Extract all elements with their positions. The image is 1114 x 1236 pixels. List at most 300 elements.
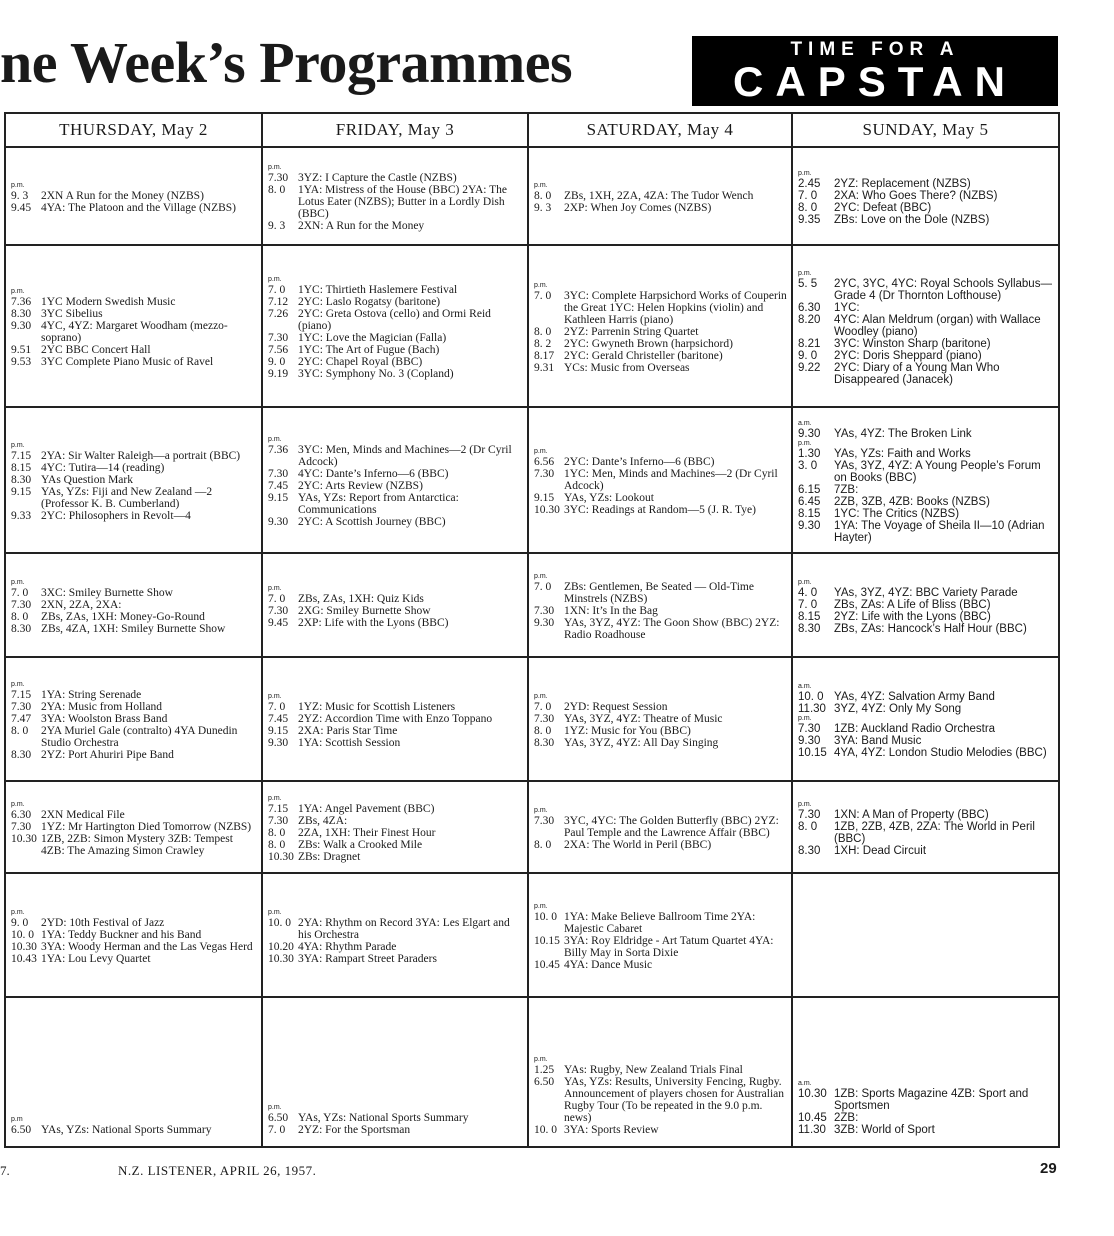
programme-entry xyxy=(11,929,257,941)
entry-text: 3YA: Woolston Brass Band xyxy=(41,713,168,725)
entry-time: 6.30 xyxy=(11,809,32,821)
programme-entry xyxy=(11,725,257,749)
programme-entry xyxy=(534,202,787,214)
programme-entry xyxy=(268,1124,523,1136)
entry-time: 8.20 xyxy=(798,314,821,326)
entry-text: 4YA: Rhythm Parade xyxy=(298,941,397,953)
day-cell xyxy=(529,246,793,406)
day-header-row xyxy=(6,114,1060,148)
programme-entry xyxy=(268,492,523,516)
entry-text: 1XH: Dead Circuit xyxy=(834,845,927,857)
programme-entry xyxy=(798,821,1054,845)
entry-text: YCs: Music from Overseas xyxy=(564,362,690,374)
period-marker: p.m. xyxy=(534,573,548,580)
programme-entry xyxy=(534,701,787,713)
period-marker: p.m. xyxy=(534,807,548,814)
entry-time: 7. 0 xyxy=(534,701,552,713)
programme-entry xyxy=(268,737,523,749)
programme-row xyxy=(6,148,1060,246)
programme-entry xyxy=(11,344,257,356)
entry-text: YAs, YZs: Lookout xyxy=(564,492,654,504)
entry-time: 8.30 xyxy=(11,749,32,761)
programme-entry xyxy=(798,1112,1054,1124)
programme-entry xyxy=(268,803,523,815)
entry-time: 9.30 xyxy=(798,735,821,747)
day-cell xyxy=(6,658,263,780)
programme-entry xyxy=(268,468,523,480)
entry-text: YAs, 3YZ, 4YZ: A Young People’s Forum on Books (BBC) xyxy=(834,460,1041,484)
programme-entry xyxy=(268,184,523,220)
day-header: SUNDAY, May 5 xyxy=(793,114,1060,146)
day-cell xyxy=(529,658,793,780)
entry-text: 1YC: Love the Magician (Falla) xyxy=(298,332,447,344)
period-marker: p.m. xyxy=(534,693,548,700)
entry-text: ZBs, 1XH, 2ZA, 4ZA: The Tudor Wench xyxy=(564,190,754,202)
entry-time: 11.30 xyxy=(798,1124,826,1136)
day-cell xyxy=(263,246,529,406)
entry-text: 2XA: The World in Peril (BBC) xyxy=(564,839,712,851)
programme-entry xyxy=(268,368,523,380)
programme-entry xyxy=(268,941,523,953)
entry-time: 9.30 xyxy=(11,320,32,332)
programme-entry xyxy=(11,623,257,635)
entry-time: 7.47 xyxy=(11,713,32,725)
entry-text: 1YA: Mistress of the House (BBC) 2YA: The Lotus Eater (NZBS); Butter in a Lordly Dish (BBC) xyxy=(298,184,508,220)
entry-text: 2ZB: xyxy=(834,1112,859,1124)
entry-text: 1YC: Thirtieth Haslemere Festival xyxy=(298,284,458,296)
entry-text: 3YC: Complete Harpsichord Works of Couperin the Great 1YC: Helen Hopkins (violin) and Kathleen Harris (piano) xyxy=(564,290,787,326)
entry-text: 2YC: Dante’s Inferno—6 (BBC) xyxy=(564,456,715,468)
entry-text: 3YC: Symphony No. 3 (Copland) xyxy=(298,368,454,380)
entry-text: 2XN, 2ZA, 2XA: xyxy=(41,599,122,611)
entry-text: 2YC: Gerald Christeller (baritone) xyxy=(564,350,723,362)
period-marker: p.m. xyxy=(268,693,282,700)
programme-entry xyxy=(268,480,523,492)
entry-time: 7.30 xyxy=(534,713,555,725)
entry-time: 10.30 xyxy=(268,851,294,863)
entry-text: 3YA: Woody Herman and the Las Vegas Herd xyxy=(41,941,253,953)
programme-entry xyxy=(798,496,1054,508)
programme-entry xyxy=(11,320,257,344)
capstan-advert xyxy=(692,36,1058,106)
programme-entry xyxy=(798,202,1054,214)
entry-time: 9.31 xyxy=(534,362,555,374)
entry-text: ZBs: Gentlemen, Be Seated — Old-Time Minstrels (NZBS) xyxy=(564,581,754,605)
day-cell xyxy=(529,148,793,244)
period-marker: p.m. xyxy=(798,715,812,722)
period-marker: p.m. xyxy=(534,182,548,189)
programme-entry xyxy=(534,725,787,737)
day-cell xyxy=(263,782,529,872)
entry-time: 9.15 xyxy=(534,492,555,504)
entry-text: 1XN: A Man of Property (BBC) xyxy=(834,809,989,821)
entry-text: 2YZ: For the Sportsman xyxy=(298,1124,411,1136)
programme-entry xyxy=(798,1088,1054,1112)
entry-text: 2XN A Run for the Money (NZBS) xyxy=(41,190,204,202)
footer-issue: N.Z. LISTENER, APRIL 26, 1957. xyxy=(118,1163,317,1178)
programme-entry xyxy=(798,338,1054,350)
day-cell xyxy=(6,408,263,552)
entry-text: ZBs: Dragnet xyxy=(298,851,361,863)
programme-entry xyxy=(11,941,257,953)
period-marker: p.m. xyxy=(798,170,812,177)
period-marker: a.m. xyxy=(798,683,812,690)
programme-entry xyxy=(268,356,523,368)
entry-time: 10.45 xyxy=(534,959,560,971)
programme-entry xyxy=(534,504,787,516)
programme-entry xyxy=(11,190,257,202)
entry-time: 8.30 xyxy=(798,845,821,857)
entry-text: ZBs, ZAs, 1XH: Quiz Kids xyxy=(298,593,424,605)
programme-entry xyxy=(268,953,523,965)
day-cell xyxy=(529,408,793,552)
entry-text: YAs, YZs: National Sports Summary xyxy=(41,1124,212,1136)
programme-entry xyxy=(798,587,1054,599)
entry-time: 10. 0 xyxy=(798,691,824,703)
entry-time: 7.30 xyxy=(11,821,32,833)
programme-entry xyxy=(534,605,787,617)
entry-time: 8.30 xyxy=(534,737,555,749)
day-cell xyxy=(6,998,263,1146)
entry-time: 7.15 xyxy=(11,450,32,462)
entry-text: 2YC: Defeat (BBC) xyxy=(834,202,932,214)
entry-text: 2ZA, 1XH: Their Finest Hour xyxy=(298,827,436,839)
entry-text: YAs, YZs: Fiji and New Zealand —2 (Professor K. B. Cumberland) xyxy=(41,486,213,510)
entry-text: ZBs, 4ZA: xyxy=(298,815,348,827)
entry-time: 8. 0 xyxy=(534,725,552,737)
entry-text: YAs, YZs: Report from Antarctica: Communications xyxy=(298,492,459,516)
entry-time: 7.30 xyxy=(534,468,555,480)
entry-text: 4YA: Dance Music xyxy=(564,959,653,971)
entry-time: 9.15 xyxy=(268,492,289,504)
entry-text: 1YC: Men, Minds and Machines—2 (Dr Cyril Adcock) xyxy=(564,468,778,492)
entry-text: 1YC Modern Swedish Music xyxy=(41,296,176,308)
programme-entry xyxy=(11,749,257,761)
programme-entry xyxy=(268,713,523,725)
page-number: 29 xyxy=(1040,1160,1057,1177)
entry-time: 9. 3 xyxy=(11,190,29,202)
entry-text: YAs, YZs: Results, University Fencing, Rugby. Announcement of players chosen for Australian Rugby Tour (To be repeated in the 9.0 p.m. news) xyxy=(564,1076,785,1124)
entry-time: 6.30 xyxy=(798,302,821,314)
programme-entry xyxy=(534,456,787,468)
entry-text: 1XN: It’s In the Bag xyxy=(564,605,658,617)
programme-entry xyxy=(798,484,1054,496)
programme-entry xyxy=(11,450,257,462)
entry-text: 4YA, 4YZ: London Studio Melodies (BBC) xyxy=(834,747,1047,759)
period-marker: p.m. xyxy=(268,436,282,443)
programme-entry xyxy=(11,833,257,857)
programme-entry xyxy=(268,344,523,356)
programme-entry xyxy=(11,202,257,214)
programme-entry xyxy=(798,611,1054,623)
day-header: FRIDAY, May 3 xyxy=(263,114,529,146)
entry-text: YAs, 3YZ, 4YZ: BBC Variety Parade xyxy=(834,587,1018,599)
entry-time: 6.50 xyxy=(534,1076,555,1088)
day-cell xyxy=(793,874,1060,996)
entry-text: 2YC: A Scottish Journey (BBC) xyxy=(298,516,446,528)
entry-time: 1.30 xyxy=(798,448,821,460)
entry-text: 2YD: Request Session xyxy=(564,701,668,713)
entry-time: 8. 0 xyxy=(11,725,29,737)
entry-time: 7.30 xyxy=(268,468,289,480)
programme-entry xyxy=(534,581,787,605)
entry-text: 1ZB, 2ZB, 4ZB, 2ZA: The World in Peril (BBC) xyxy=(834,821,1035,845)
entry-time: 8.30 xyxy=(798,623,821,635)
programme-entry xyxy=(534,737,787,749)
period-marker: p.m. xyxy=(798,579,812,586)
programme-entry xyxy=(11,486,257,510)
programme-entry xyxy=(268,725,523,737)
entry-time: 9.30 xyxy=(798,520,821,532)
period-marker: p.m. xyxy=(534,903,548,910)
period-marker: p.m. xyxy=(798,270,812,277)
entry-time: 8.15 xyxy=(798,508,821,520)
programme-row xyxy=(6,782,1060,874)
entry-time: 9.30 xyxy=(798,428,821,440)
day-cell xyxy=(793,782,1060,872)
entry-time: 10.20 xyxy=(268,941,294,953)
programme-entry xyxy=(798,703,1054,715)
entry-text: 4YC, 4YZ: Margaret Woodham (mezzo-soprano) xyxy=(41,320,228,344)
programme-entry xyxy=(534,815,787,839)
entry-text: 3YC: Winston Sharp (baritone) xyxy=(834,338,991,350)
programme-entry xyxy=(11,611,257,623)
entry-time: 8.30 xyxy=(11,474,32,486)
programme-entry xyxy=(798,178,1054,190)
entry-text: YAs, 4YZ: Salvation Army Band xyxy=(834,691,995,703)
entry-time: 8.21 xyxy=(798,338,821,350)
entry-text: 3YC Sibelius xyxy=(41,308,103,320)
entry-time: 8.15 xyxy=(11,462,32,474)
entry-time: 7.30 xyxy=(268,332,289,344)
programme-entry xyxy=(534,839,787,851)
programme-entry xyxy=(534,350,787,362)
entry-time: 9.30 xyxy=(534,617,555,629)
programme-entry xyxy=(798,448,1054,460)
entry-time: 8. 0 xyxy=(534,190,552,202)
entry-time: 10.30 xyxy=(11,833,37,845)
programme-entry xyxy=(268,617,523,629)
entry-time: 9. 0 xyxy=(11,917,29,929)
programme-entry xyxy=(11,308,257,320)
programme-entry xyxy=(534,911,787,935)
period-marker: p.m. xyxy=(534,1056,548,1063)
day-cell xyxy=(793,998,1060,1146)
entry-time: 7.15 xyxy=(268,803,289,815)
programme-entry xyxy=(798,747,1054,759)
entry-time: 7. 0 xyxy=(268,593,286,605)
entry-text: 3YC: Readings at Random—5 (J. R. Tye) xyxy=(564,504,756,516)
entry-time: 4. 0 xyxy=(798,587,818,599)
entry-time: 7.12 xyxy=(268,296,289,308)
entry-time: 10.30 xyxy=(798,1088,827,1100)
programme-entry xyxy=(268,917,523,941)
entry-text: 3YC Complete Piano Music of Ravel xyxy=(41,356,214,368)
entry-time: 9. 0 xyxy=(268,356,286,368)
programme-entry xyxy=(534,468,787,492)
entry-text: 2XP: When Joy Comes (NZBS) xyxy=(564,202,712,214)
entry-text: 3YZ: I Capture the Castle (NZBS) xyxy=(298,172,457,184)
entry-time: 9.35 xyxy=(798,214,821,226)
entry-time: 10.30 xyxy=(11,941,37,953)
entry-time: 2.45 xyxy=(798,178,821,190)
period-marker: a.m. xyxy=(798,1080,812,1087)
programme-entry xyxy=(534,492,787,504)
programme-entry xyxy=(798,508,1054,520)
programme-entry xyxy=(268,308,523,332)
entry-time: 6.56 xyxy=(534,456,555,468)
entry-time: 10. 0 xyxy=(534,911,557,923)
day-cell xyxy=(793,658,1060,780)
entry-time: 7. 0 xyxy=(534,581,552,593)
programme-entry xyxy=(798,302,1054,314)
programme-entry xyxy=(268,605,523,617)
day-cell xyxy=(793,246,1060,406)
entry-text: 4YC: Dante’s Inferno—6 (BBC) xyxy=(298,468,449,480)
programme-entry xyxy=(534,959,787,971)
entry-time: 7. 0 xyxy=(11,587,29,599)
programme-entry xyxy=(268,220,523,232)
programme-entry xyxy=(11,462,257,474)
entry-time: 8. 0 xyxy=(798,202,818,214)
day-cell xyxy=(793,554,1060,656)
entry-text: 4YC: Tutira—14 (reading) xyxy=(41,462,165,474)
entry-text: 2XN: A Run for the Money xyxy=(298,220,425,232)
period-marker: p.m. xyxy=(11,909,25,916)
period-marker: p.m. xyxy=(11,182,25,189)
entry-text: ZBs: Love on the Dole (NZBS) xyxy=(834,214,990,226)
programme-entry xyxy=(268,839,523,851)
programme-entry xyxy=(798,214,1054,226)
programme-entry xyxy=(268,444,523,468)
programme-entry xyxy=(11,809,257,821)
entry-time: 7. 0 xyxy=(268,701,286,713)
entry-text: 2YZ: Accordion Time with Enzo Toppano xyxy=(298,713,493,725)
day-cell xyxy=(529,554,793,656)
programme-entry xyxy=(11,296,257,308)
programme-entry xyxy=(11,510,257,522)
advert-line-2: CAPSTAN xyxy=(733,58,1017,105)
programme-entry xyxy=(798,599,1054,611)
entry-text: 2XA: Who Goes There? (NZBS) xyxy=(834,190,998,202)
entry-text: 3YA: Rampart Street Paraders xyxy=(298,953,437,965)
programme-entry xyxy=(798,623,1054,635)
entry-time: 10. 0 xyxy=(534,1124,557,1136)
programme-entry xyxy=(11,474,257,486)
advert-line-1: TIME FOR A xyxy=(790,39,960,60)
entry-text: 2YC: Laslo Rogatsy (baritone) xyxy=(298,296,441,308)
programme-entry xyxy=(11,689,257,701)
programme-entry xyxy=(534,362,787,374)
entry-time: 10.15 xyxy=(798,747,827,759)
entry-text: 1YZ: Mr Hartington Died Tomorrow (NZBS) xyxy=(41,821,252,833)
entry-text: 2YA Muriel Gale (contralto) 4YA Dunedin Studio Orchestra xyxy=(41,725,238,749)
day-cell xyxy=(263,554,529,656)
entry-text: 1ZB: Auckland Radio Orchestra xyxy=(834,723,996,735)
period-marker: p.m. xyxy=(11,442,25,449)
entry-text: 1YA: String Serenade xyxy=(41,689,142,701)
entry-time: 9. 0 xyxy=(798,350,818,362)
entry-text: YAs, YZs: Faith and Works xyxy=(834,448,971,460)
entry-time: 7.36 xyxy=(11,296,32,308)
programme-entry xyxy=(534,617,787,641)
entry-text: 1YZ: Music for Scottish Listeners xyxy=(298,701,456,713)
programme-entry xyxy=(534,1064,787,1076)
entry-time: 7. 0 xyxy=(268,284,286,296)
entry-text: 3YZ, 4YZ: Only My Song xyxy=(834,703,962,715)
entry-time: 7.30 xyxy=(11,599,32,611)
entry-time: 7.15 xyxy=(11,689,32,701)
entry-time: 7.30 xyxy=(798,723,821,735)
entry-time: 8.30 xyxy=(11,308,32,320)
programme-entry xyxy=(11,917,257,929)
entry-time: 6.50 xyxy=(11,1124,32,1136)
entry-time: 7. 0 xyxy=(268,1124,286,1136)
entry-text: YAs, 3YZ, 4YZ: The Goon Show (BBC) 2YZ: Radio Roadhouse xyxy=(564,617,780,641)
entry-text: 2XA: Paris Star Time xyxy=(298,725,398,737)
entry-text: 1ZB: Sports Magazine 4ZB: Sport and Sportsmen xyxy=(834,1088,1029,1112)
entry-text: 2YC: Chapel Royal (BBC) xyxy=(298,356,423,368)
entry-time: 5. 5 xyxy=(798,278,818,290)
entry-time: 7.45 xyxy=(268,480,289,492)
entry-text: 2YZ: Life with the Lyons (BBC) xyxy=(834,611,991,623)
day-cell xyxy=(263,658,529,780)
day-cell xyxy=(6,148,263,244)
entry-time: 7.30 xyxy=(798,809,821,821)
entry-time: 10. 0 xyxy=(268,917,291,929)
entry-text: YAs Question Mark xyxy=(41,474,133,486)
entry-text: 2XP: Life with the Lyons (BBC) xyxy=(298,617,449,629)
entry-text: 3YA: Sports Review xyxy=(564,1124,659,1136)
entry-text: YAs, 4YZ: The Broken Link xyxy=(834,428,972,440)
entry-time: 8. 0 xyxy=(534,839,552,851)
period-marker: p.m. xyxy=(268,164,282,171)
entry-time: 7.36 xyxy=(268,444,289,456)
entry-text: ZBs, ZAs: Hancock’s Half Hour (BBC) xyxy=(834,623,1027,635)
entry-time: 3. 0 xyxy=(798,460,818,472)
entry-text: 2YA: Sir Walter Raleigh—a portrait (BBC) xyxy=(41,450,241,462)
entry-time: 9.45 xyxy=(11,202,32,214)
programme-entry xyxy=(798,845,1054,857)
page-title: ne Week’s Programmes xyxy=(0,30,573,95)
programme-entry xyxy=(11,953,257,965)
entry-text: 3YC, 4YC: The Golden Butterfly (BBC) 2YZ: Paul Temple and the Lawrence Affair (BBC) xyxy=(564,815,779,839)
entry-text: 3ZB: World of Sport xyxy=(834,1124,935,1136)
entry-text: 2YA: Music from Holland xyxy=(41,701,163,713)
entry-time: 7.30 xyxy=(534,605,555,617)
day-cell xyxy=(793,148,1060,244)
entry-text: 2YA: Rhythm on Record 3YA: Les Elgart and his Orchestra xyxy=(298,917,510,941)
entry-time: 10.30 xyxy=(268,953,294,965)
entry-time: 9.30 xyxy=(268,516,289,528)
entry-time: 9. 3 xyxy=(534,202,552,214)
entry-text: 2YZ: Replacement (NZBS) xyxy=(834,178,971,190)
programme-entry xyxy=(268,1112,523,1124)
entry-text: 2XN Medical File xyxy=(41,809,125,821)
programme-row xyxy=(6,998,1060,1146)
entry-text: 2YZ: Port Ahuriri Pipe Band xyxy=(41,749,174,761)
day-cell xyxy=(6,874,263,996)
programme-entry xyxy=(268,284,523,296)
programme-entry xyxy=(268,296,523,308)
programme-row xyxy=(6,658,1060,782)
programme-row xyxy=(6,246,1060,408)
entry-time: 9.45 xyxy=(268,617,289,629)
entry-time: 1.25 xyxy=(534,1064,555,1076)
programme-entry xyxy=(534,338,787,350)
programme-entry xyxy=(534,190,787,202)
programme-entry xyxy=(798,350,1054,362)
